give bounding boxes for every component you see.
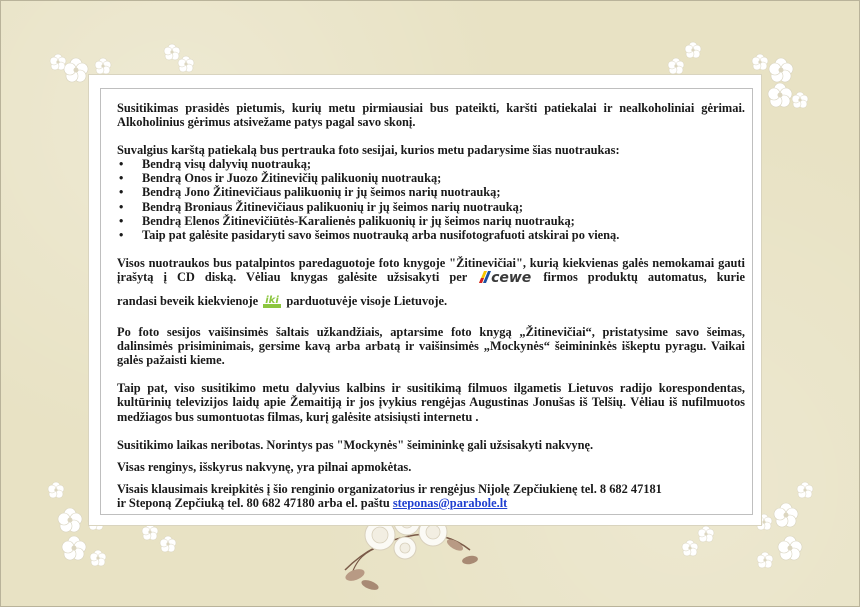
list-item: • Bendrą Jono Žitinevičiaus palikuonių ir jų šeimos narių nuotrauką;	[117, 185, 745, 199]
contacts-line-1: Visais klausimais kreipkitės į šio renginio organizatorius ir rengėjus Nijolę Zepčiukienę tel. 8 682 47181	[117, 481, 662, 496]
iki-logo	[262, 293, 282, 311]
paragraph-photo-intro: Suvalgius karštą patiekalą bus pertrauka foto sesijai, kurios metu padarysime šias nuotraukas:	[117, 143, 620, 158]
paragraph-time: Susitikimo laikas neribotas. Norintys pas "Mockynės" šeimininkę gali užsisakyti nakvynę.	[117, 437, 594, 452]
list-item: • Taip pat galėsite pasidaryti savo šeimos nuotrauką arba nusifotografuoti atskirai po vieną.	[117, 228, 745, 242]
photo-book-text-2: firmos produktų automatus, kurie	[543, 269, 746, 284]
paragraph-filming: Taip pat, viso susitikimo metu dalyvius kalbins ir susitikimą filmuos ilgametis Lietuvos radijo korespondentas, kultūrinių televizijos laidų apie Žemaitiją ir jos įvykius rengėjas Augustinas Jonušas iš Telšių. Vėliau iš nufilmuotos medžiagos bus sumontuotas filmas, kurį galėsite atsisiųsti internetu .	[117, 381, 745, 424]
paragraph-snacks: Po foto sesijos vaišinsimės šaltais užkandžiais, aptarsime foto knygą „Žitinevičiai“, pristatysime savo šeimas, dalinsimės prisiminimais, gersime kavą arba arbatą ir vaišinsimės „Mockynės“ šeimininkės iškeptu pyragu. Vaikai galės pažaisti kieme.	[117, 325, 745, 368]
list-item: • Bendrą Onos ir Juozo Žitinevičių palikuonių nuotrauką;	[117, 171, 745, 185]
iki-text: randasi beveik kiekvienoje	[117, 294, 259, 309]
list-item: • Bendrą Broniaus Žitinevičiaus palikuonių ir jų šeimos narių nuotrauką;	[117, 200, 745, 214]
paragraph-paid: Visas renginys, išskyrus nakvynę, yra pilnai apmokėtas.	[117, 459, 412, 474]
photo-book-text: Visos nuotraukos bus patalpintos paredaguotoje foto knygoje "Žitinevičiai", kurią kiekvienas galės nemokamai gauti įrašytą į CD diską. Vėliau knygas galėsite užsisakyti per	[117, 255, 745, 284]
paragraph-contacts	[117, 482, 745, 510]
photo-list	[117, 157, 745, 242]
paragraph-photo-book	[117, 256, 745, 285]
cewe-logo-text: cewe	[491, 270, 532, 287]
paragraph-iki	[117, 293, 745, 311]
list-item: • Bendrą Elenos Žitinevičiūtės-Karalienės palikuonių ir jų šeimos narių nuotrauką;	[117, 214, 745, 228]
iki-logo-text: iki	[265, 295, 279, 307]
document-body	[117, 101, 745, 510]
iki-text-2: parduotuvėje visoje Lietuvoje.	[286, 294, 448, 309]
email-link[interactable]: steponas@parabole.lt	[392, 495, 508, 510]
contacts-line-2: ir Steponą Zepčiuką tel. 80 682 47180 arba el. paštu	[117, 495, 390, 510]
list-item: • Bendrą visų dalyvių nuotrauką;	[117, 157, 745, 171]
paragraph-lunch: Susitikimas prasidės pietumis, kurių metu pirmiausiai bus pateikti, karšti patiekalai ir nealkoholiniai gėrimai. Alkoholinius gėrimus atsivežame patys pagal savo skonį.	[117, 101, 745, 130]
cewe-logo	[479, 271, 531, 285]
